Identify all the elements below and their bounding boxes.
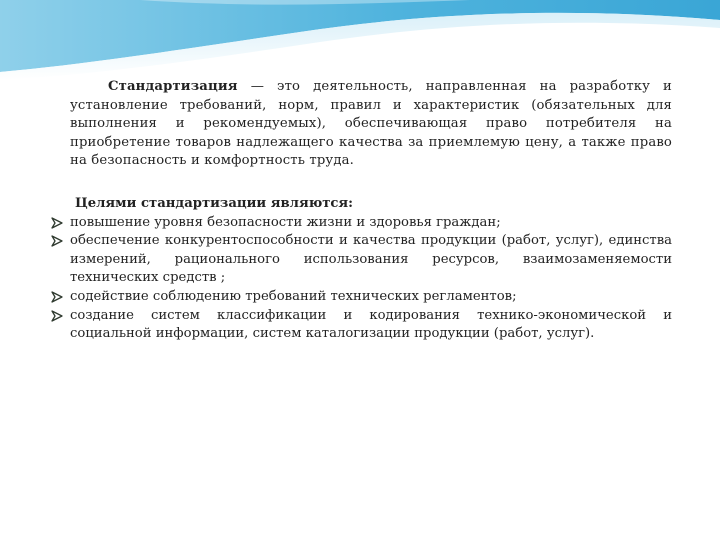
- header-wave-decoration: [0, 0, 720, 90]
- arrow-bullet-icon: [51, 232, 63, 250]
- list-item-text: создание систем классификации и кодирования технико-экономической и социальной информации, систем каталогизации продукции (работ, услуг).: [70, 307, 672, 342]
- arrow-bullet-icon: [51, 214, 63, 232]
- arrow-bullet-icon: [51, 288, 63, 306]
- list-item: [70, 288, 672, 307]
- goals-list: [70, 214, 672, 344]
- list-item-text: содействие соблюдению требований технических регламентов;: [70, 288, 517, 304]
- definition-paragraph: [70, 78, 672, 171]
- list-item-text: обеспечение конкурентоспособности и качества продукции (работ, услуг), единства измерений, рационального использования ресурсов, взаимозаменяемости технических средств ;: [70, 233, 672, 286]
- goals-heading: Целями стандартизации являются:: [75, 195, 354, 211]
- slide-content: [70, 78, 672, 344]
- definition-text: — это деятельность, направленная на разработку и установление требований, норм, правил и характеристик (обязательных для выполнения и рекомендуемых), обеспечивающая право потребителя на приобретение товаров надлежащего качества за приемлемую цену, а также право на безопасность и комфортность труда.: [70, 79, 672, 169]
- list-item: [70, 214, 672, 233]
- list-item: [70, 307, 672, 344]
- list-item: [70, 232, 672, 288]
- definition-term: Стандартизация: [108, 79, 238, 94]
- list-item-text: повышение уровня безопасности жизни и здоровья граждан;: [70, 214, 501, 230]
- arrow-bullet-icon: [51, 307, 63, 325]
